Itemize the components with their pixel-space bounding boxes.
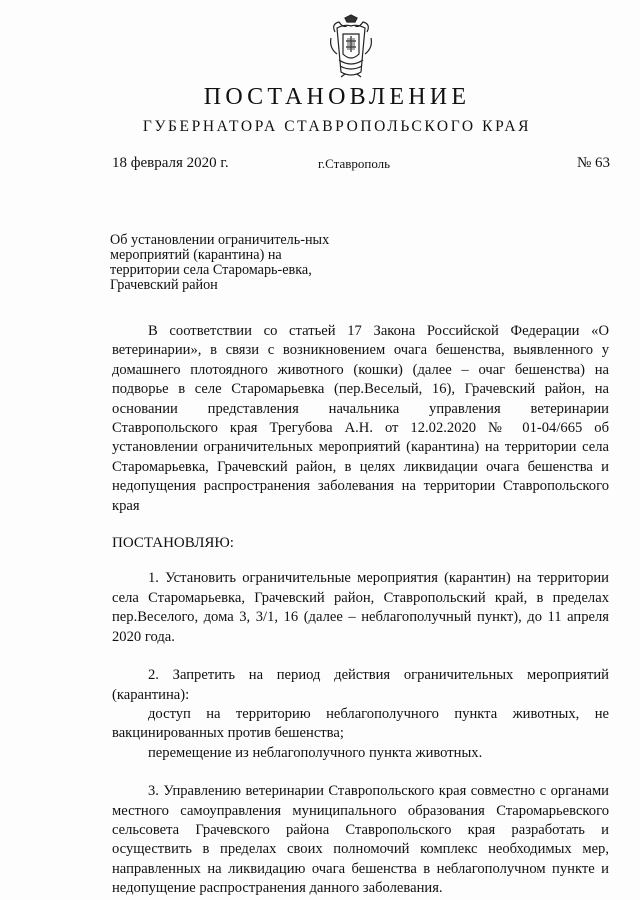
item-1-paragraph: 1. Установить ограничительные мероприятия (карантин) на территории села Старомарьевка, Грачевский район, Ставропольский край, в пределах пер.Веселого, дома 3, 3/1, 16 (далее – неблагополучный пункт), до 11 апреля 2020 года. (112, 570, 609, 645)
item-3-paragraph: 3. Управлению ветеринарии Ставропольского края совместно с органами местного самоуправления муниципального образования Старомарьевского сельсовета Грачевского района Ставропольского края разработать и осуществить в пределах своих полномочий комплекс необходимых мер, направленных на ликвидацию очага бешенства в неблагополучном пункте и недопущение распространения данного заболевания. (112, 783, 609, 897)
document-subject: Об установлении ограничитель-ных мероприятий (карантина) на территории села Старомарь-евка, Грачевский район (110, 232, 330, 293)
item-2-paragraph: 2. Запретить на период действия ограничительных мероприятий (карантина): (112, 667, 609, 703)
resolve-heading: ПОСТАНОВЛЯЮ: (112, 535, 234, 552)
document-date: 18 февраля 2020 г. (112, 155, 229, 171)
document-title: ПОСТАНОВЛЕНИЕ (203, 84, 471, 110)
document-body (112, 322, 609, 899)
document-city: г.Ставрополь (318, 156, 391, 171)
coat-of-arms-emblem (327, 14, 375, 78)
item-2-subpoint-b: перемещение из неблагополучного пункта животных. (148, 744, 483, 761)
item-2-subpoint-a: доступ на территорию неблагополучного пункта животных, не вакцинированных против бешенства; (112, 705, 609, 742)
document-subtitle: ГУБЕРНАТОРА СТАВРОПОЛЬСКОГО КРАЯ (142, 118, 532, 135)
document-number: № 63 (576, 155, 610, 171)
preamble-paragraph: В соответствии со статьей 17 Закона Российской Федерации «О ветеринарии», в связи с возникновением очага бешенства, выявленного у домашнего плотоядного животного (кошки) (далее – очаг бешенства) на подворье в селе Старомарьевка (пер.Веселый, 16), Грачевский район, на основании представления начальника управления ветеринарии Ставропольского края Трегубова А.Н. от 12.02.2020 № 01-04/665 об установлении ограничительных мероприятий (карантина) на территории села Старомарьевка, Грачевский район, в целях ликвидации очага бешенства и недопущения распространения заболевания на территории Ставропольского края (112, 323, 609, 514)
